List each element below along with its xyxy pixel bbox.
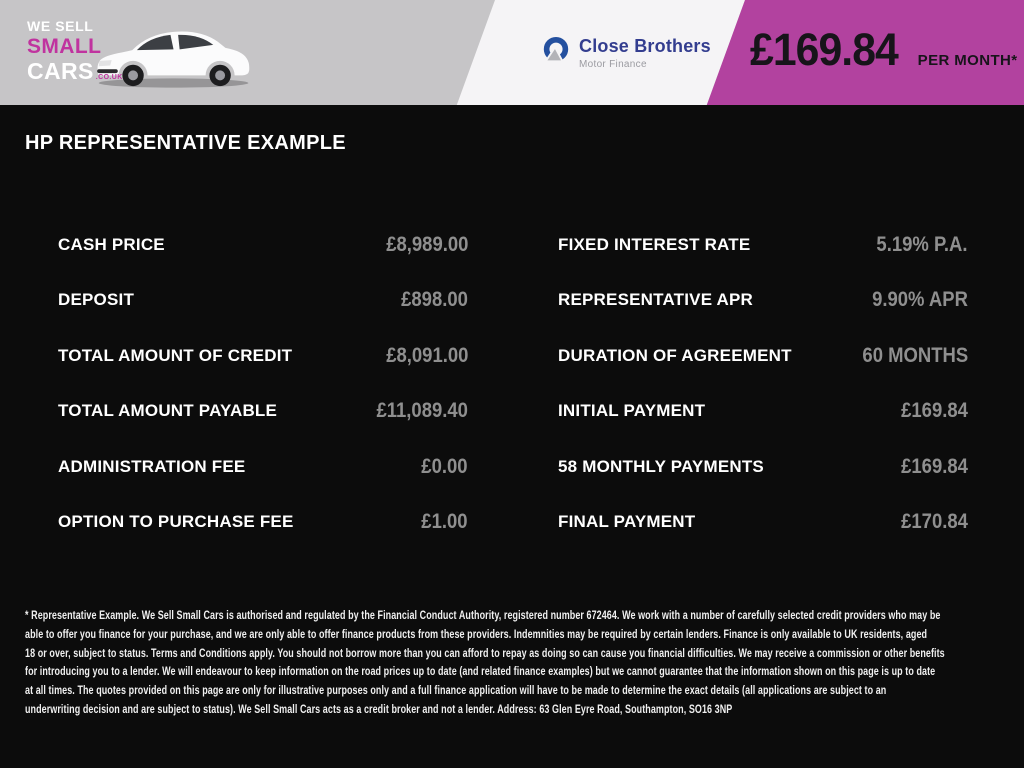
finance-row-admin-fee	[58, 439, 468, 495]
finance-row-monthly-payments	[558, 439, 968, 495]
finance-row-cash-price	[58, 217, 468, 273]
disclaimer-line: 18 or over, subject to status. Terms and Conditions apply. You should not borrow more than you can afford to repay as doing so can cause you financial difficulties. We may receive a commission or other benefits	[25, 647, 945, 660]
finance-column-right	[558, 217, 968, 550]
finance-value: £169.84	[901, 454, 968, 478]
finance-label: DURATION OF AGREEMENT	[558, 345, 792, 365]
finance-label: TOTAL AMOUNT OF CREDIT	[58, 345, 293, 365]
logo-line2: SMALL	[27, 35, 102, 58]
lender-logo	[541, 36, 711, 70]
logo-cars-text: CARS	[27, 58, 94, 84]
finance-value: £169.84	[901, 399, 968, 423]
logo-domain-suffix: .CO.UK	[95, 74, 123, 81]
finance-label: TOTAL AMOUNT PAYABLE	[58, 401, 278, 421]
finance-value: £898.00	[401, 288, 468, 312]
finance-value: 9.90% APR	[872, 288, 968, 312]
finance-row-duration	[558, 328, 968, 384]
finance-row-interest-rate	[558, 217, 968, 273]
finance-value: 60 MONTHS	[862, 343, 968, 367]
dealer-logo	[27, 19, 123, 83]
finance-value: £11,089.40	[376, 399, 468, 423]
finance-row-final-payment	[558, 495, 968, 551]
disclaimer-line: underwriting decision and are subject to status). We Sell Small Cars acts as a credit broker and not a lender. Address: 63 Glen Eyre Road, Southampton, SO16 3NP	[25, 703, 733, 716]
finance-value: £8,989.00	[385, 232, 468, 256]
finance-label: 58 MONTHLY PAYMENTS	[558, 456, 764, 476]
finance-label: DEPOSIT	[58, 290, 135, 310]
lender-subtitle: Motor Finance	[579, 59, 647, 70]
finance-label: REPRESENTATIVE APR	[558, 290, 754, 310]
finance-label: OPTION TO PURCHASE FEE	[58, 512, 294, 532]
finance-row-purchase-fee	[58, 495, 468, 551]
finance-row-total-payable	[58, 384, 468, 440]
lender-text	[579, 36, 711, 70]
disclaimer-line: * Representative Example. We Sell Small Cars is authorised and regulated by the Financial Conduct Authority, registered number 672464. We work with a number of carefully selected credit providers who may be	[25, 610, 941, 622]
close-brothers-icon	[541, 36, 571, 66]
finance-value: £170.84	[901, 510, 968, 534]
header	[0, 0, 1024, 105]
finance-label: ADMINISTRATION FEE	[58, 456, 246, 476]
finance-row-deposit	[58, 273, 468, 329]
logo-line3	[27, 60, 123, 83]
finance-label: FINAL PAYMENT	[558, 512, 696, 532]
page-title: HP REPRESENTATIVE EXAMPLE	[25, 132, 346, 154]
disclaimer	[25, 607, 1024, 720]
finance-label: FIXED INTEREST RATE	[558, 234, 751, 254]
finance-column-left	[58, 217, 468, 550]
finance-row-apr	[558, 273, 968, 329]
disclaimer-line: able to offer you finance for your purchase, and we are only able to offer finance products from these providers. Indemnities may be required by certain lenders. Finance is only available to UK residents, aged	[25, 628, 928, 641]
disclaimer-line: for introducing you to a lender. We will endeavour to keep information on the road prices up to date (and related finance examples) but we cannot guarantee that the information shown on this page is up to date	[25, 666, 936, 679]
finance-row-initial-payment	[558, 384, 968, 440]
finance-value: £0.00	[421, 454, 468, 478]
finance-row-total-credit	[58, 328, 468, 384]
price-amount: £169.84	[750, 24, 898, 75]
disclaimer-text	[25, 607, 945, 720]
monthly-price	[750, 24, 1018, 76]
finance-label: INITIAL PAYMENT	[558, 401, 706, 421]
finance-value: 5.19% P.A.	[876, 232, 968, 256]
disclaimer-line: at all times. The quotes provided on this page are only for illustrative purposes only and a full finance application will have to be made to determine the exact details (all applications are subject to an	[25, 685, 887, 698]
finance-label: CASH PRICE	[58, 234, 165, 254]
finance-value: £1.00	[421, 510, 468, 534]
finance-value: £8,091.00	[385, 343, 468, 367]
price-period: PER MONTH*	[917, 52, 1018, 69]
lender-name: Close Brothers	[579, 36, 711, 56]
logo-line1: WE SELL	[27, 18, 94, 34]
